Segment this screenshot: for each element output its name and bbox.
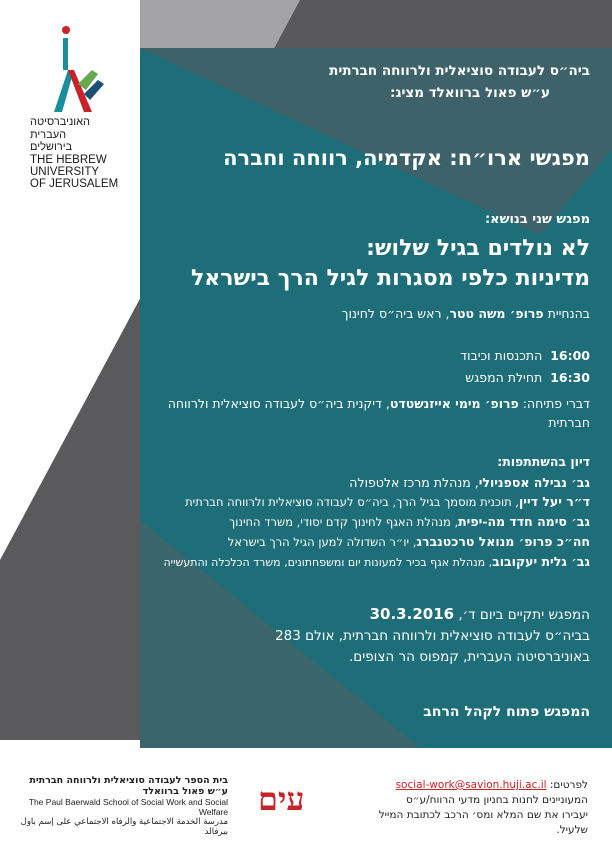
logo-hebrew-line-2: העברית	[30, 128, 67, 141]
participant-role: , מנהלת מרכז אלטפולה	[349, 475, 479, 490]
schedule-item	[460, 346, 590, 365]
schedule	[460, 346, 590, 387]
details-line-4: שלעיל.	[556, 824, 588, 836]
meeting-label: מפגש שני בנושא:	[484, 212, 590, 227]
ayem-logo: עים	[258, 780, 305, 818]
participant-name: גב׳ סימה חדד מה-יפית	[458, 514, 590, 529]
logo-hebrew-line-3: בירושלים	[30, 141, 73, 153]
school-footer-logo	[8, 775, 228, 837]
participant-role: , יו״ר השדולה למען הגיל הרך בישראל	[227, 535, 417, 549]
meeting-headline-2: מדיניות כלפי מסגרות לגיל הרך בישראל	[190, 266, 590, 291]
participant-role: , תוכנית מוסמך בגיל הרך, ביה״ס לעבודה סוציאלית ולרווחה חברתית	[185, 495, 519, 509]
logo-english-line-1: THE HEBREW	[30, 153, 107, 166]
opening-title: , דיקנית ביה״ס לעבודה סוציאלית ולרווחה	[167, 396, 390, 411]
contact-email-link[interactable]: social-work@savion.huji.ac.il	[395, 779, 547, 791]
schedule-time: 16:00	[550, 348, 590, 363]
schedule-item	[460, 368, 590, 387]
details-prefix: לפרטים:	[549, 779, 588, 791]
schedule-text: תחילת המפגש	[465, 370, 543, 385]
opening-speaker: פרופ׳ מימי אייזנשטדט	[389, 396, 519, 411]
school-name-english: The Paul Baerwald School of Social Work and Social Welfare	[28, 797, 228, 817]
venue-line-3: באוניברסיטה העברית, קמפוס הר הצופים.	[348, 649, 590, 665]
participant-name: ד״ר יעל דיין	[518, 494, 590, 509]
meeting-headline	[191, 234, 590, 294]
participant-row	[0, 532, 590, 552]
participant-row	[0, 512, 590, 532]
page-title: מפגשי ארו״ח: אקדמיה, רווחה וחברה	[223, 146, 590, 170]
participant-role: , מנהלת האגף לחינוך קדם יסודי, משרד החינוך	[229, 515, 459, 529]
venue-line-1-prefix: המפגש יתקיים ביום ד׳,	[458, 607, 590, 623]
meeting-headline-1: לא נולדים בגיל שלוש:	[366, 236, 590, 261]
participant-row	[0, 552, 590, 572]
school-name-hebrew: בית הספר לעבודה סוציאלית ולרווחה חברתית ע״ש פאול ברוואלד	[29, 775, 228, 797]
schedule-time: 16:30	[550, 370, 590, 385]
participant-row	[0, 492, 590, 512]
open-to-public: המפגש פתוח לקהל הרחב	[423, 704, 590, 720]
details-footer	[328, 778, 588, 838]
logo-hebrew-line-1: האוניברסיטה	[30, 116, 91, 128]
header	[329, 60, 590, 104]
venue-date: 30.3.2016	[369, 605, 455, 623]
schedule-text: התכנסות וכיבוד	[460, 348, 543, 363]
moderation-line	[342, 304, 590, 323]
participant-row	[0, 473, 590, 492]
details-line-3: יעבירו את שם המלא ומס׳ הרכב לכתובת המייל	[378, 809, 588, 821]
opening-remarks	[20, 394, 590, 432]
participant-role: , מנהלת אגף בכיר למעונות יום ומשפחתונים, משרד הכלכלה והתעשייה	[163, 556, 493, 569]
venue-line-2: בביה״ס לעבודה סוציאלית ולרווחה חברתית, אולם 283	[275, 628, 590, 644]
university-logo-mark-icon	[48, 24, 108, 116]
participant-name: גב׳ גלית יעקובוב	[492, 554, 590, 569]
participant-name: חה״כ פרופ׳ מנואל טרכטנברג	[416, 534, 590, 549]
logo-english-line-2: UNIVERSITY	[30, 165, 100, 178]
discussion-label: דיון בהשתתפות:	[497, 454, 590, 469]
discussion	[0, 452, 590, 572]
details-line-2: המעוניינים לחנות בחניון מדעי הרווח/ע״ס	[405, 794, 588, 806]
header-line-2: ע״ש פאול ברוואלד מציג:	[390, 85, 550, 101]
opening-prefix: דברי פתיחה:	[522, 396, 590, 411]
moderator-name: פרופ׳ משה טטר	[449, 306, 544, 321]
header-line-1: ביה״ס לעבודה סוציאלית ולרווחה חברתית	[329, 63, 590, 79]
moderator-title: , ראש ביה״ס לחינוך	[341, 306, 450, 321]
opening-title-continued: חברתית	[548, 415, 590, 430]
participant-name: גב׳ נבילה אספניולי	[478, 475, 590, 490]
university-logo	[30, 24, 150, 190]
school-name-arabic: مدرسة الخدمة الاجتماعية والرفاه الاجتماعي على إسم باول بيرفالد	[20, 817, 228, 837]
venue	[275, 604, 590, 668]
moderation-prefix: בהנחיית	[547, 306, 590, 321]
logo-english-line-3: OF JERUSALEM	[30, 177, 119, 190]
